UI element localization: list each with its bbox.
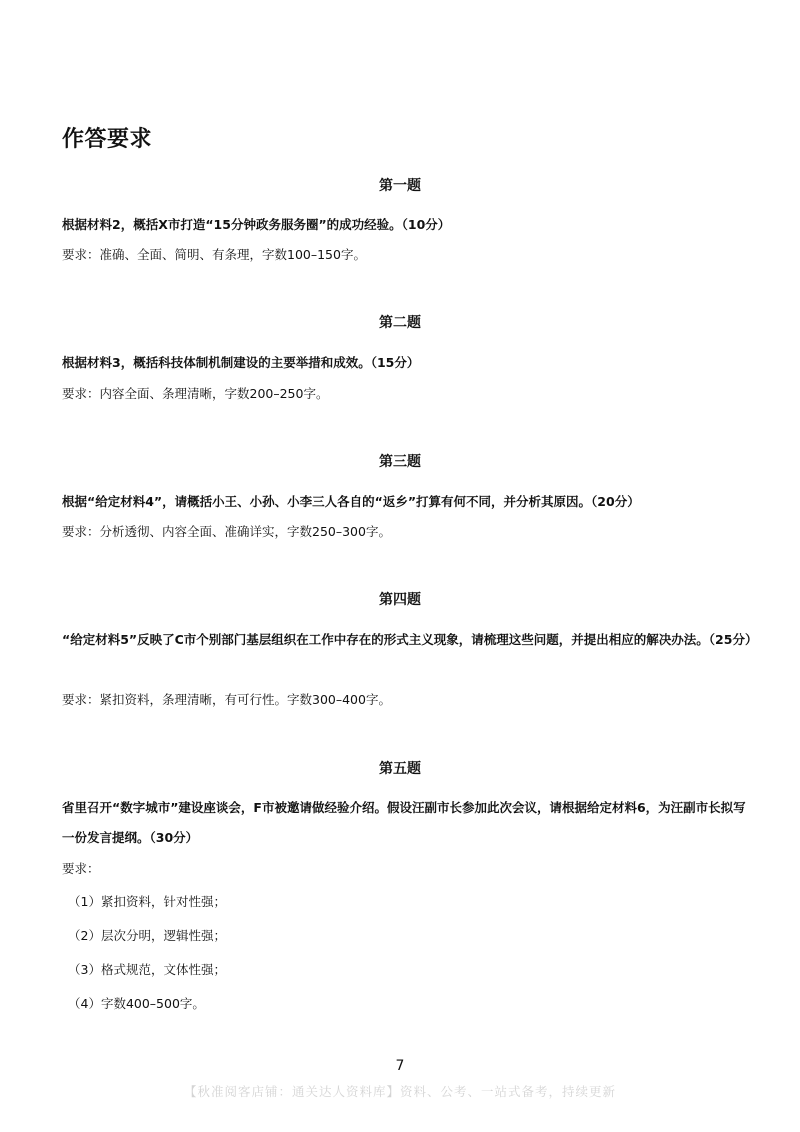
- requirement-item: （2）层次分明，逻辑性强；: [68, 928, 226, 943]
- question-5-requirement-list: [68, 892, 226, 1028]
- question-2-requirement: 要求：内容全面、条理清晰，字数200–250字。: [62, 386, 329, 401]
- page-title: 作答要求: [62, 127, 153, 152]
- question-5-requirement: 要求：: [62, 861, 100, 876]
- question-4-text: “给定材料5”反映了C市个别部门基层组织在工作中存在的形式主义现象，请梳理这些问题，并提出相应的解决办法。（25分）: [62, 632, 758, 647]
- question-3-heading: 第三题: [379, 454, 421, 470]
- requirement-item: （3）格式规范，文体性强；: [68, 962, 226, 977]
- question-1-heading: 第一题: [379, 178, 421, 194]
- question-1-text: 根据材料2，概括X市打造“15分钟政务服务圈”的成功经验。（10分）: [62, 217, 451, 232]
- question-3-requirement: 要求：分析透彻、内容全面、准确详实，字数250–300字。: [62, 524, 391, 539]
- page-number: 7: [395, 1058, 405, 1074]
- question-1-requirement: 要求：准确、全面、简明、有条理，字数100–150字。: [62, 247, 366, 262]
- requirement-item: （4）字数400–500字。: [68, 996, 205, 1011]
- requirement-item: （1）紧扣资料，针对性强；: [68, 894, 226, 909]
- watermark: 【秋准阅客店铺：通关达人资料库】资料、公考、一站式备考，持续更新: [183, 1084, 616, 1099]
- question-2-heading: 第二题: [379, 315, 421, 331]
- question-4-requirement: 要求：紧扣资料，条理清晰，有可行性。字数300–400字。: [62, 692, 391, 707]
- question-2-text: 根据材料3，概括科技体制机制建设的主要举措和成效。（15分）: [62, 355, 420, 370]
- question-5-text: 省里召开“数字城市”建设座谈会，F市被邀请做经验介绍。假设汪副市长参加此次会议，请根据给定材料6，为汪副市长拟写一份发言提纲。（30分）: [62, 800, 746, 845]
- question-5-heading: 第五题: [379, 761, 421, 777]
- question-4-heading: 第四题: [379, 592, 421, 608]
- question-3-text: 根据“给定材料4”，请概括小王、小孙、小李三人各自的“返乡”打算有何不同，并分析其原因。（20分）: [62, 494, 640, 509]
